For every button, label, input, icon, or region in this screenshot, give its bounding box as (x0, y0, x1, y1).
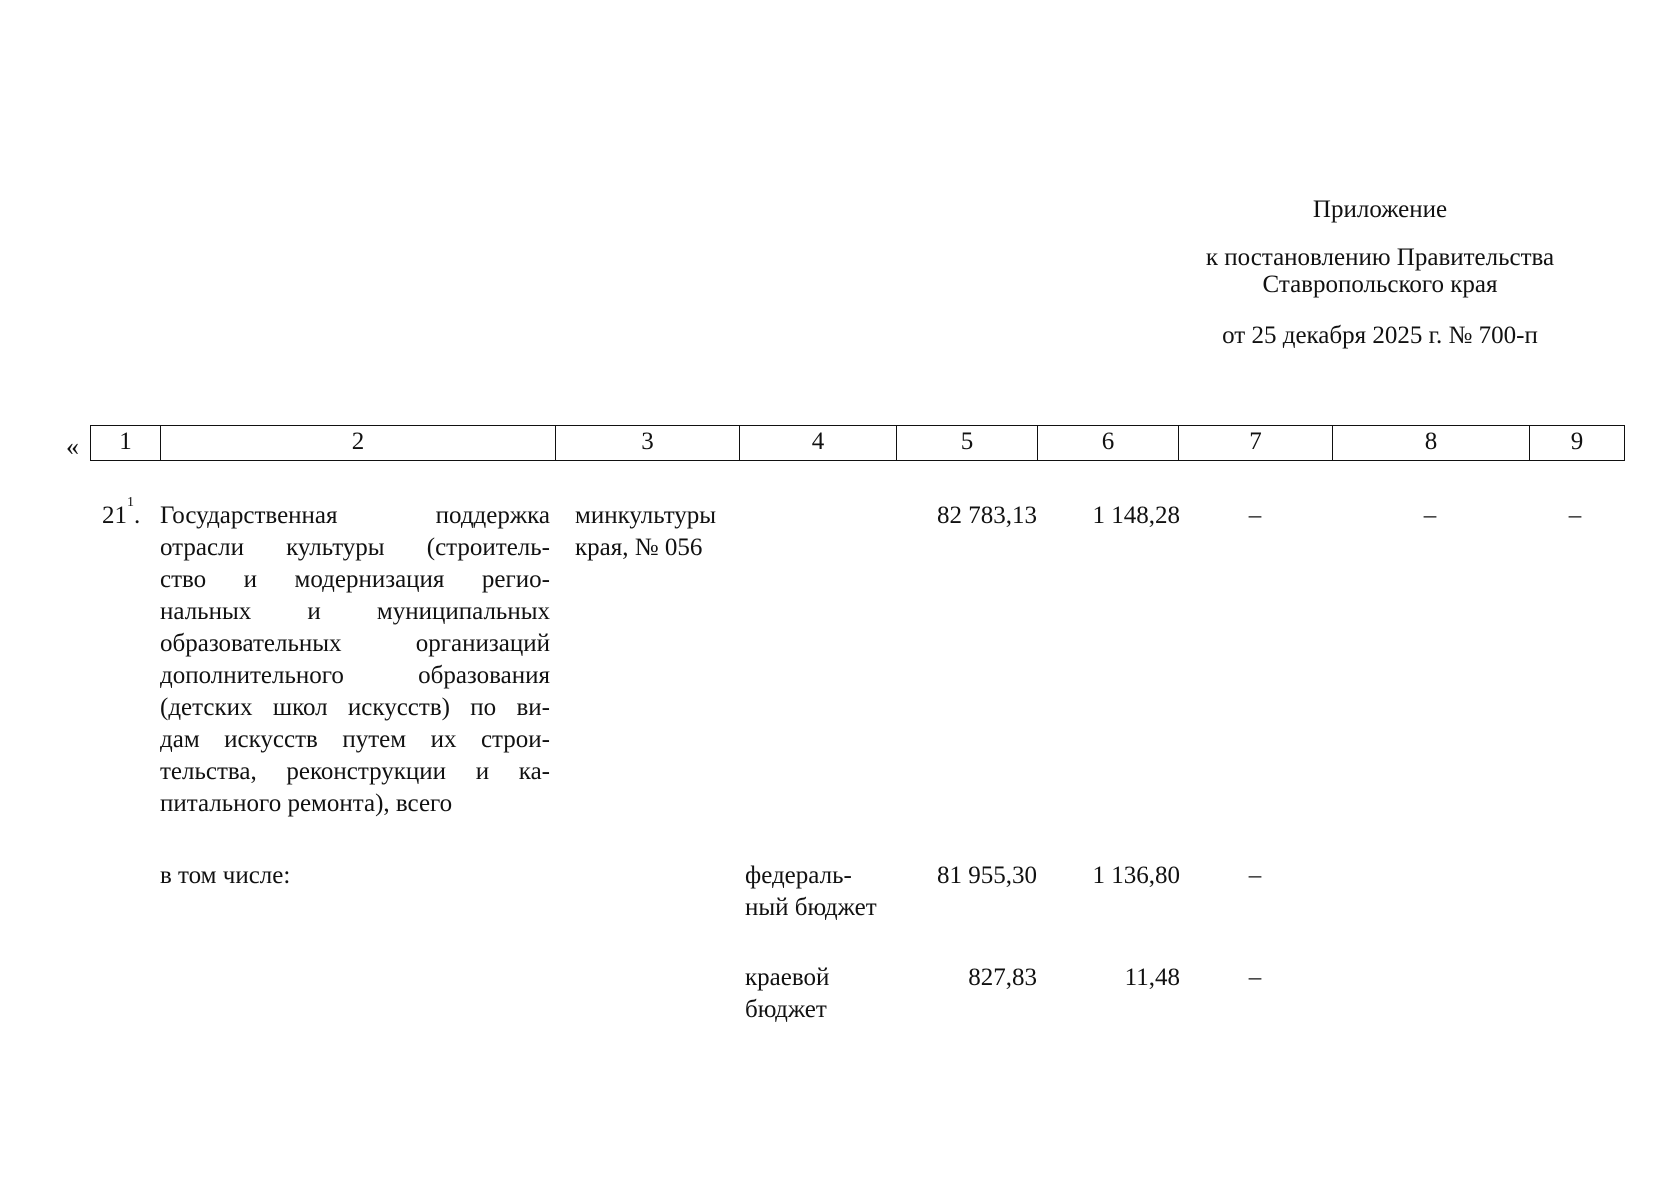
column-number-cell: 6 (1038, 426, 1179, 460)
responsible-line: края, № 056 (575, 534, 703, 561)
row-description (160, 500, 550, 820)
column-number-row (90, 425, 1625, 461)
source-line: федераль- (745, 862, 852, 889)
description-line: отрасли культуры (строитель- (160, 534, 550, 561)
federal-col7-value: – (1248, 862, 1262, 889)
row-number-suffix: . (134, 502, 141, 529)
row-col9-value: – (1568, 502, 1582, 529)
opening-quote-mark: « (66, 432, 79, 461)
description-line: ство и модернизация регио- (160, 566, 550, 593)
funding-source-regional (745, 962, 905, 1026)
row-col5-value: 82 783,13 (937, 502, 1037, 529)
federal-col5-value: 81 955,30 (937, 862, 1037, 889)
row-number-superscript: 1 (127, 495, 134, 510)
regional-col5-value: 827,83 (968, 964, 1037, 991)
row-number-main: 21 (102, 502, 127, 529)
description-line: дополнительного образования (160, 662, 550, 689)
responsible-line: минкультуры (575, 502, 717, 529)
description-line: питального ремонта), всего (160, 790, 453, 817)
column-number-cell: 2 (161, 426, 556, 460)
description-line: (детских школ искусств) по ви- (160, 694, 550, 721)
row-col8-value: – (1423, 502, 1437, 529)
row-col6-value: 1 148,28 (1092, 502, 1180, 529)
description-line: тельства, реконструкции и ка- (160, 758, 550, 785)
regional-col6-value: 11,48 (1124, 964, 1180, 991)
column-number-cell: 4 (740, 426, 897, 460)
description-line: нальных и муниципальных (160, 598, 550, 625)
column-number-cell: 9 (1570, 428, 1584, 455)
column-number-cell: 1 (91, 426, 161, 460)
source-line: бюджет (745, 996, 827, 1023)
column-number-cell: 8 (1333, 426, 1530, 460)
region-line: Ставропольского края (1262, 271, 1498, 298)
resolution-line: к постановлению Правительства (1205, 244, 1555, 271)
description-line: образовательных организаций (160, 630, 550, 657)
description-line: Государственная поддержка (160, 502, 550, 529)
resolution-date-number: от 25 декабря 2025 г. № 700-п (1222, 322, 1538, 349)
funding-source-federal (745, 860, 905, 924)
column-number-cell: 5 (897, 426, 1038, 460)
column-number-cell: 3 (556, 426, 740, 460)
resolution-reference (1160, 244, 1600, 298)
responsible-executor (575, 500, 750, 564)
annex-title: Приложение (1312, 196, 1448, 223)
source-line: краевой (745, 964, 830, 991)
source-line: ный бюджет (745, 894, 877, 921)
federal-col6-value: 1 136,80 (1092, 862, 1180, 889)
including-label: в том числе: (160, 862, 291, 889)
regional-col7-value: – (1248, 964, 1262, 991)
row-col7-value: – (1248, 502, 1262, 529)
column-number-cell: 7 (1179, 426, 1333, 460)
description-line: дам искусств путем их строи- (160, 726, 550, 753)
row-number (102, 495, 141, 532)
